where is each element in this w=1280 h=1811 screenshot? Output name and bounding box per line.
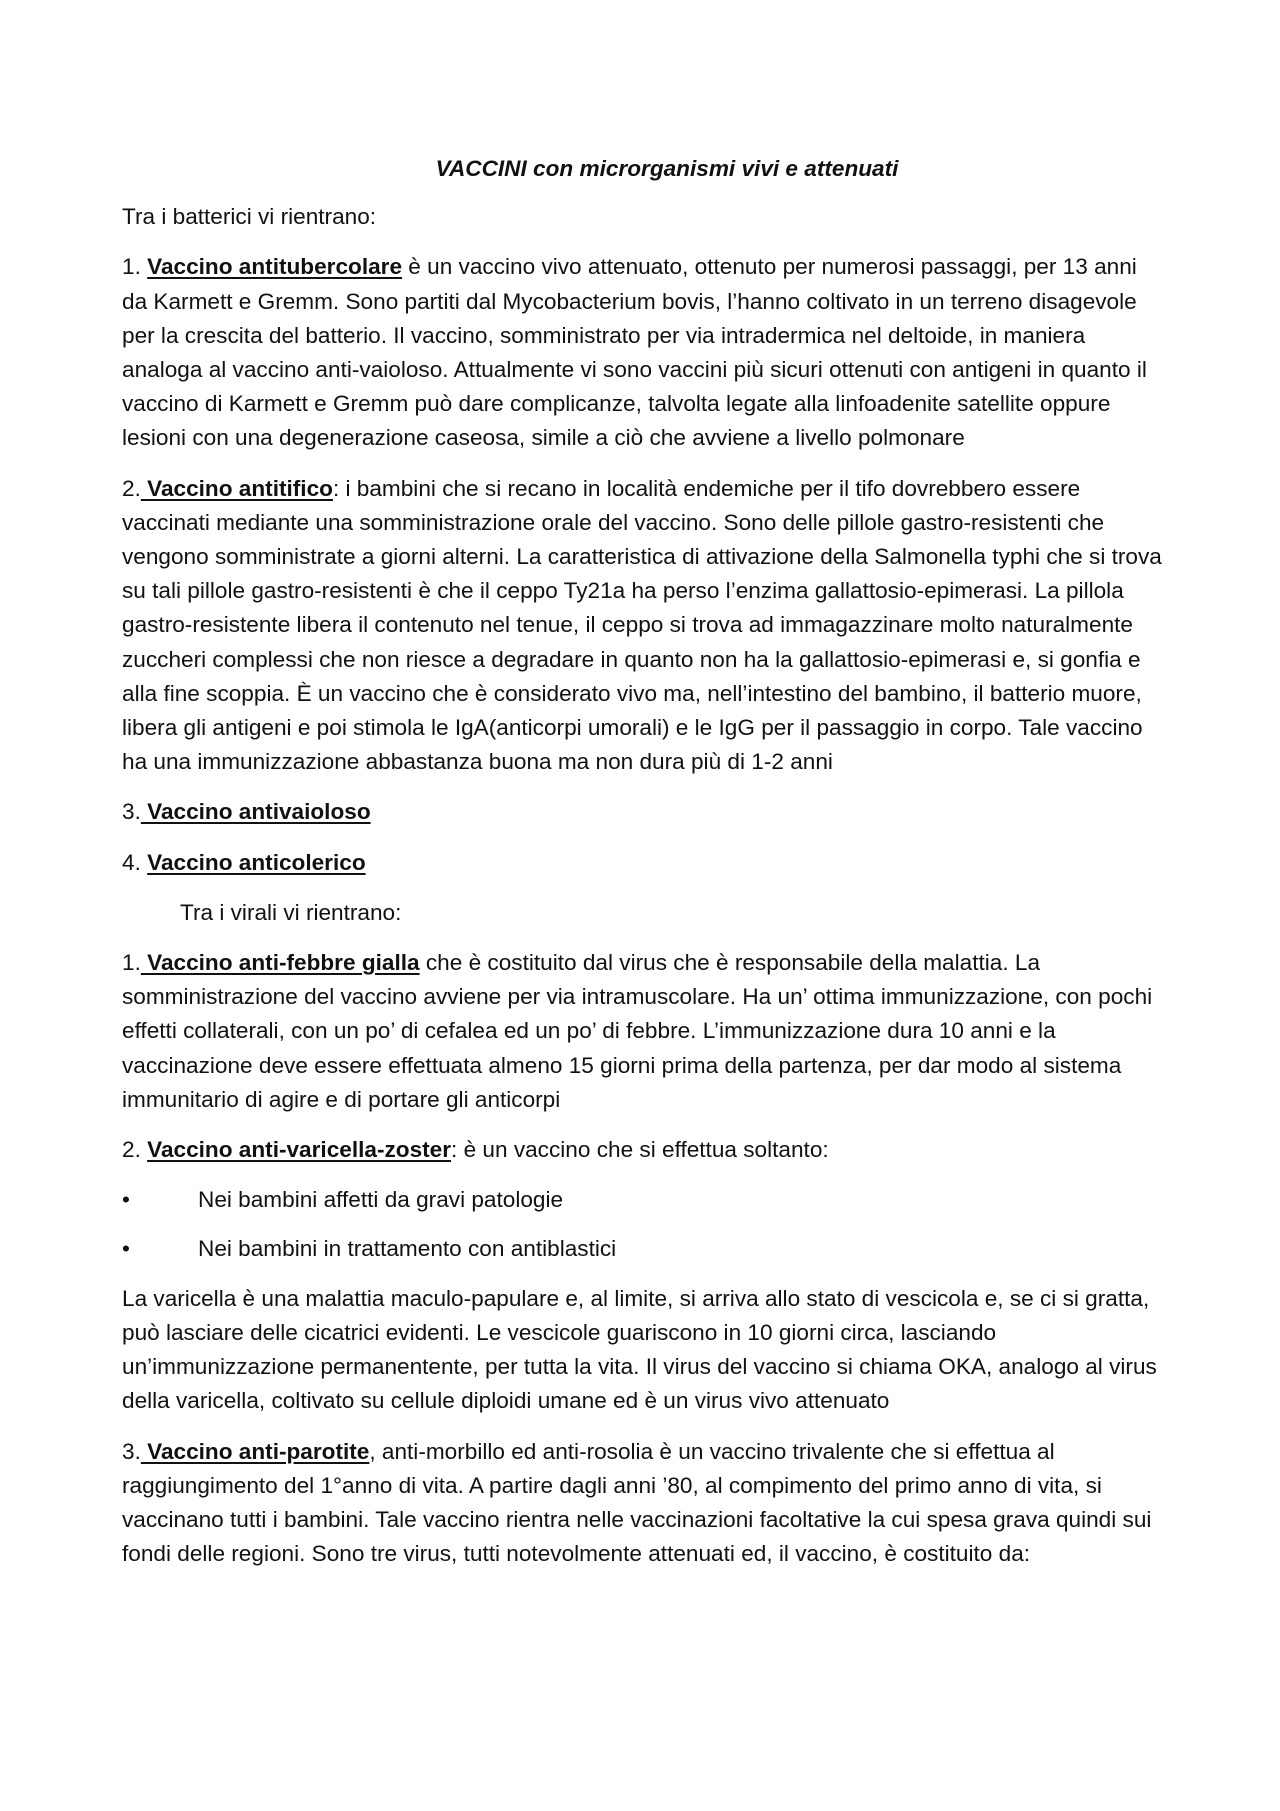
item-heading: Vaccino anticolerico xyxy=(147,849,366,875)
bullet-text: Nei bambini affetti da gravi patologie xyxy=(198,1187,564,1213)
item-number: 3. xyxy=(122,1438,141,1464)
item-number: 3. xyxy=(122,799,141,825)
document-title: VACCINI con microrganismi vivi e attenuati xyxy=(435,156,899,181)
intro-bacterial: Tra i batterici vi rientrano: xyxy=(122,204,377,230)
item-anti-parotite xyxy=(122,1435,1162,1572)
item-heading: Vaccino antivaioloso xyxy=(140,799,371,825)
item-heading: Vaccino anti-parotite xyxy=(140,1438,370,1464)
item-number: 1. xyxy=(122,950,141,976)
item-heading: Vaccino anti-febbre gialla xyxy=(140,950,420,976)
bullet-dot: • xyxy=(122,1236,130,1262)
item-text: , anti-morbillo ed anti-rosolia è un vaccino trivalente che si effettua al raggiungimento del 1°anno di vita. A partire dagli anni ’80, al compimento del primo anno di vita, si vaccinano tutti i bambini. Tale vaccino rientra nelle vaccinazioni facoltative la cui spesa grava quindi sui fondi delle regioni. Sono tre virus, tutti notevolmente attenuati ed, il vaccino, è costituito da: xyxy=(122,1438,1152,1567)
bullet-text: Nei bambini in trattamento con antiblastici xyxy=(198,1236,617,1262)
item-anti-varicella xyxy=(122,1133,1162,1167)
item-number: 4. xyxy=(122,849,148,875)
item-antitubercolare xyxy=(122,250,1162,455)
document-page xyxy=(122,152,1162,1587)
item-heading: Vaccino antitifico xyxy=(140,475,333,501)
bullet-item xyxy=(122,1232,1162,1266)
item-text: è un vaccino vivo attenuato, ottenuto per numerosi passaggi, per 13 anni da Karmett e Gremm. Sono partiti dal Mycobacterium bovis, l’hanno coltivato in un terreno disagevole per la crescita del batterio. Il vaccino, somministrato per via intradermica nel deltoide, in maniera analoga al vaccino anti-vaioloso. Attualmente vi sono vaccini più sicuri ottenuti con antigeni in quanto il vaccino di Karmett e Gremm può dare complicanze, talvolta legate alla linfoadenite satellite oppure lesioni con una degenerazione caseosa, simile a ciò che avviene a livello polmonare xyxy=(122,254,1147,451)
item-text: : i bambini che si recano in località endemiche per il tifo dovrebbero essere vaccinati mediante una somministrazione orale del vaccino. Sono delle pillole gastro-resistenti che vengono somministrate a giorni alterni. La caratteristica di attivazione della Salmonella typhi che si trova su tali pillole gastro-resistenti è che il ceppo Ty21a ha perso l’enzima gallattosio-epimerasi. La pillola gastro-resistente libera il contenuto nel tenue, il ceppo si trova ad immagazzinare molto naturalmente zuccheri complessi che non riesce a degradare in quanto non ha la gallattosio-epimerasi e, si gonfia e alla fine scoppia. È un vaccino che è considerato vivo ma, nell’intestino del bambino, il batterio muore, libera gli antigeni e poi stimola le IgA(anticorpi umorali) e le IgG per il passaggio in corpo. Tale vaccino ha una immunizzazione abbastanza buona ma non dura più di 1-2 anni xyxy=(122,475,1162,775)
intro-viral: Tra i virali vi rientrano: xyxy=(180,899,402,925)
item-number: 1. xyxy=(122,254,148,280)
item-text: che è costituito dal virus che è responsabile della malattia. La somministrazione del vaccino avviene per via intramuscolare. Ha un’ ottima immunizzazione, con pochi effetti collaterali, con un po’ di cefalea ed un po’ di febbre. L’immunizzazione dura 10 anni e la vaccinazione deve essere effettuata almeno 15 giorni prima della partenza, per dar modo al sistema immunitario di agire e di portare gli anticorpi xyxy=(122,950,1153,1112)
bullet-item xyxy=(122,1183,1162,1217)
item-antitifico xyxy=(122,472,1162,780)
item-heading: Vaccino anti-varicella-zoster xyxy=(147,1137,452,1163)
item-heading: Vaccino antitubercolare xyxy=(147,254,403,280)
item-number: 2. xyxy=(122,475,141,501)
item-text: : è un vaccino che si effettua soltanto: xyxy=(451,1137,829,1163)
item-number: 2. xyxy=(122,1137,148,1163)
bullet-dot: • xyxy=(122,1187,130,1213)
item-antivaioloso xyxy=(122,795,1162,829)
item-anti-febbre-gialla xyxy=(122,946,1162,1117)
varicella-paragraph: La varicella è una malattia maculo-papulare e, al limite, si arriva allo stato di vescicola e, se ci si gratta, può lasciare delle cicatrici evidenti. Le vescicole guariscono in 10 giorni circa, lasciando un’immunizzazione permanentente, per tutta la vita. Il virus del vaccino si chiama OKA, analogo al virus della varicella, coltivato su cellule diploidi umane ed è un virus vivo attenuato xyxy=(122,1285,1157,1414)
item-anticolerico xyxy=(122,846,1162,880)
